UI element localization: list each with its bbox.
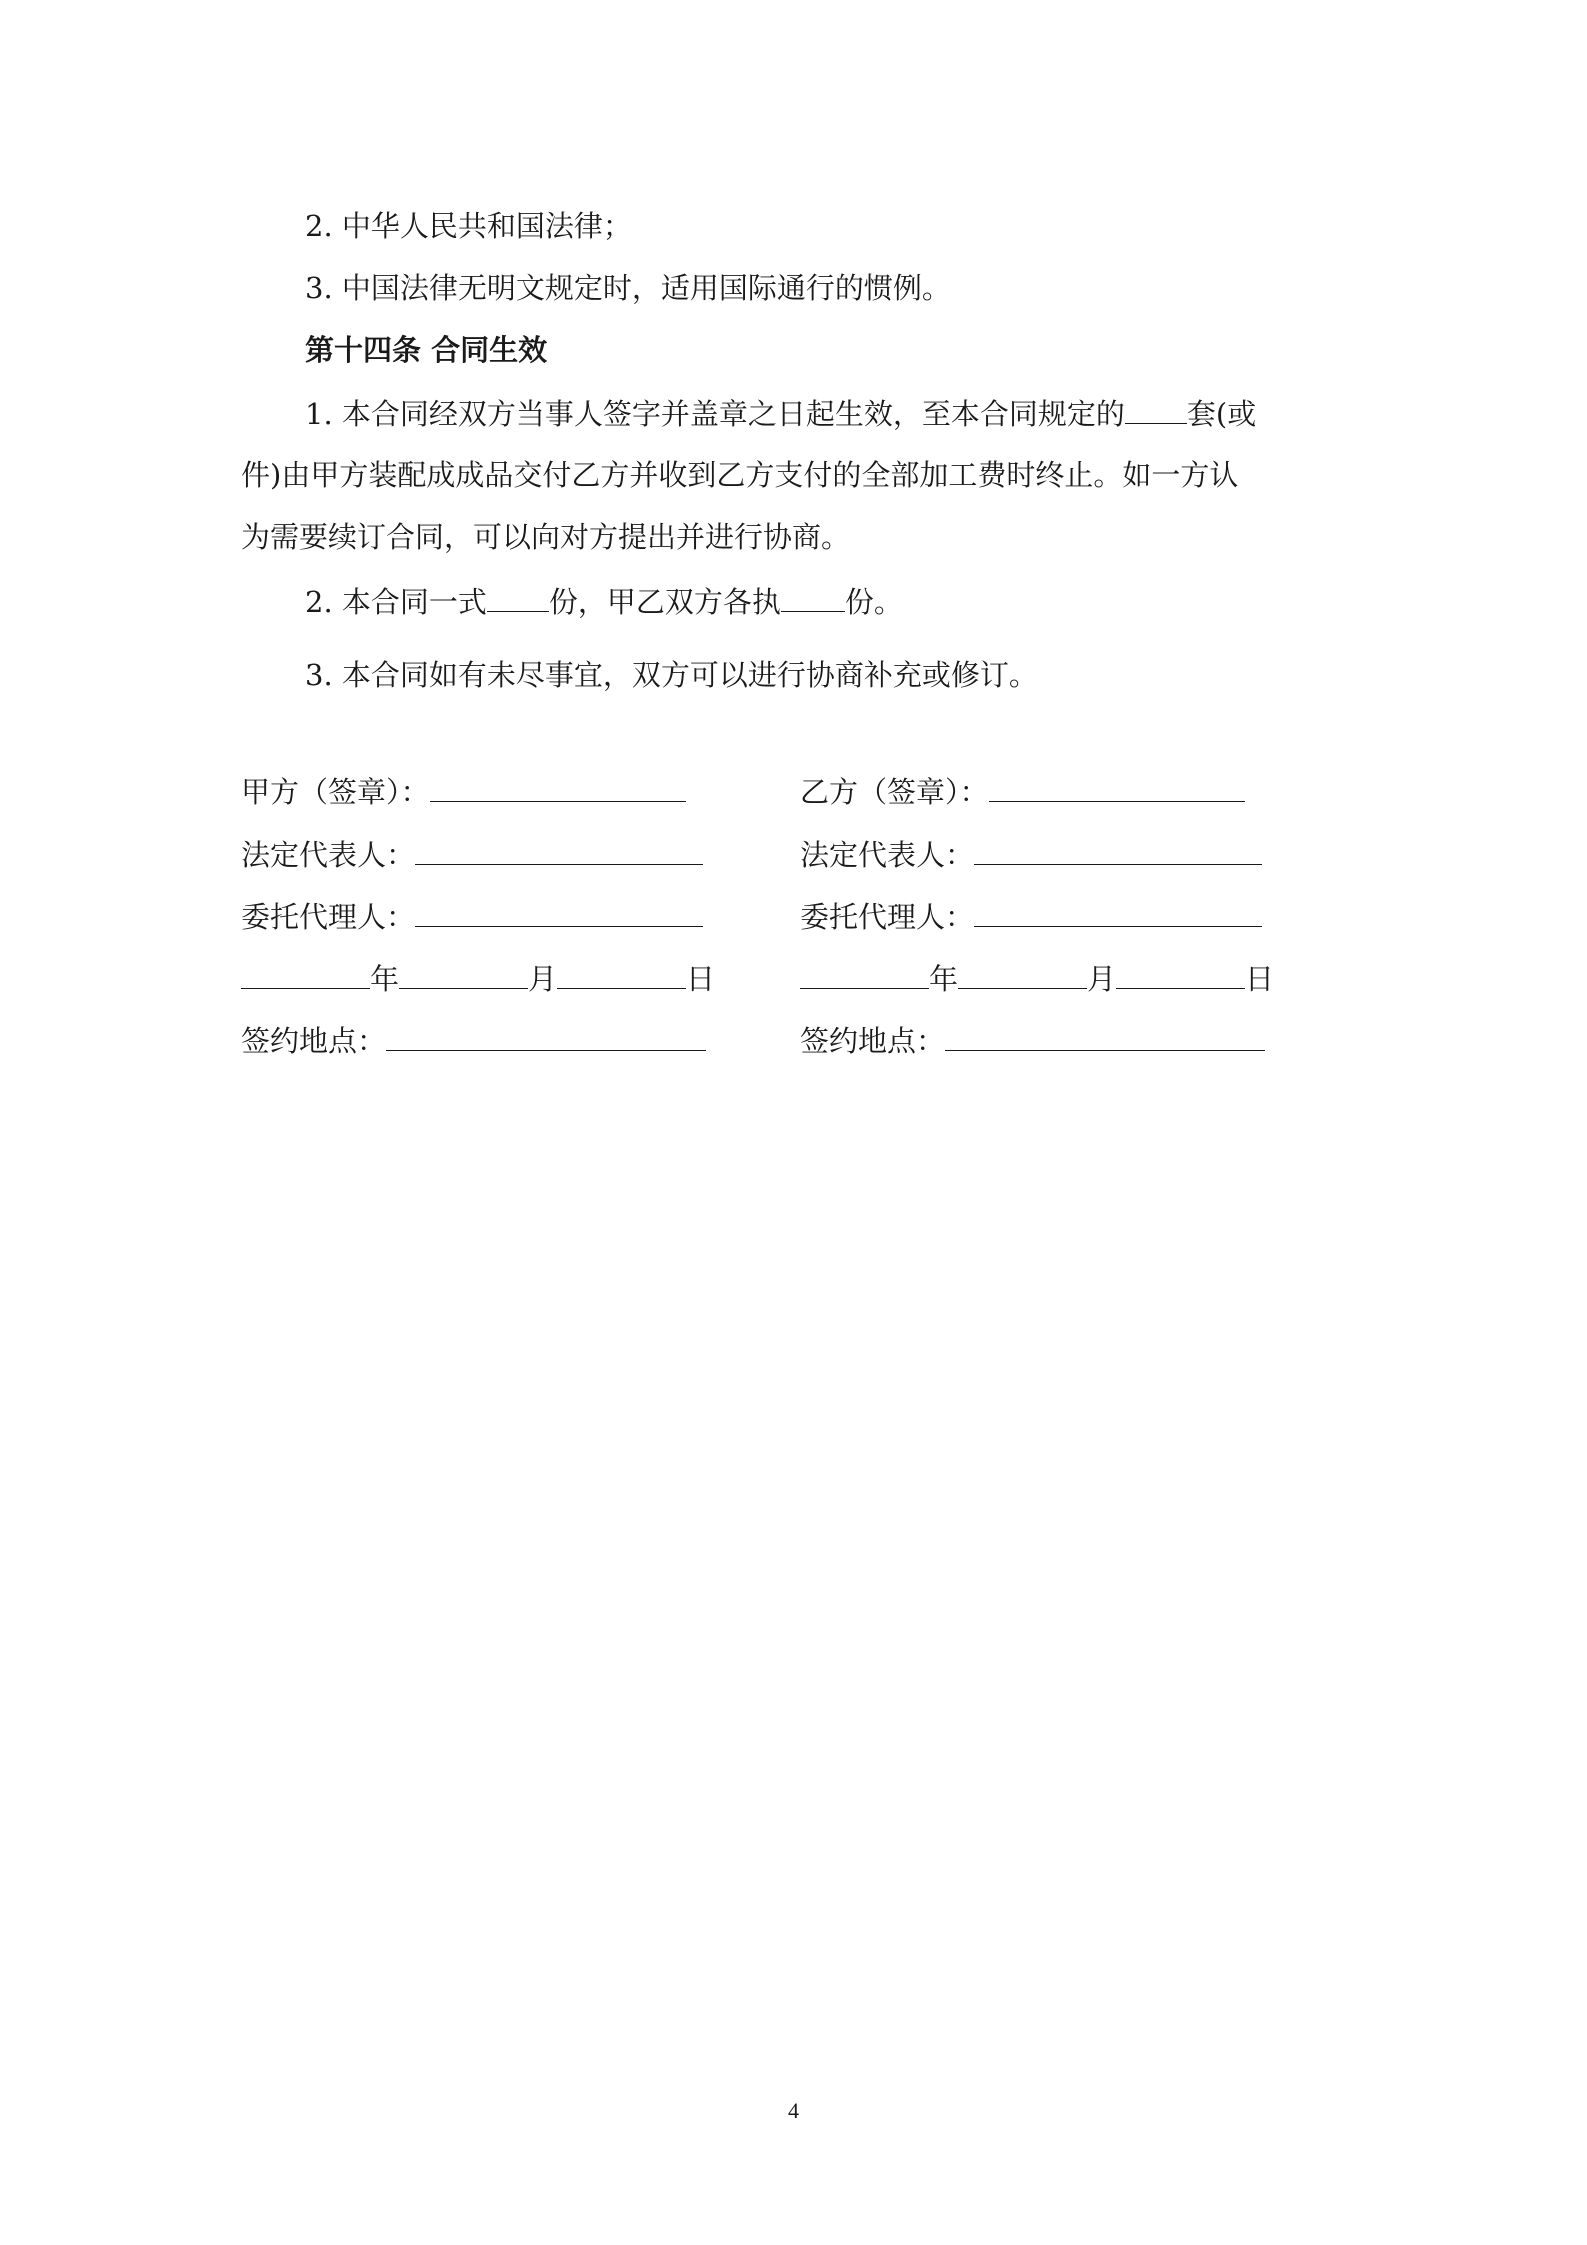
party-b-place-label: 签约地点：	[800, 1024, 946, 1058]
party-b-month-label: 月	[1087, 962, 1117, 996]
party-a-month-field[interactable]	[399, 958, 528, 989]
party-a-month-label: 月	[528, 962, 558, 996]
party-b-legal-rep-label: 法定代表人：	[800, 838, 975, 872]
party-a-day-label: 日	[686, 962, 716, 996]
party-b-agent-label: 委托代理人：	[800, 900, 975, 934]
article-14-heading: 第十四条 合同生效	[305, 333, 548, 367]
party-b-year-field[interactable]	[800, 958, 929, 989]
party-a-day-field[interactable]	[557, 958, 686, 989]
para-2-text-2: 份，甲乙双方各执	[548, 585, 781, 619]
para-1-text-after-blank: 套(或	[1186, 397, 1257, 431]
sets-count-blank	[1125, 393, 1187, 424]
article-14-para-1-line-1	[305, 393, 1256, 434]
article-14-para-2	[305, 581, 903, 622]
party-a-place-label: 签约地点：	[241, 1024, 387, 1058]
party-b-seal-field[interactable]	[989, 771, 1245, 802]
party-a-legal-rep-label: 法定代表人：	[241, 838, 416, 872]
party-b-legal-rep-field[interactable]	[974, 834, 1262, 865]
clause-13-item-2: 2. 中华人民共和国法律；	[305, 209, 632, 243]
party-a-year-label: 年	[370, 962, 400, 996]
party-b-day-label: 日	[1245, 962, 1275, 996]
party-a-legal-rep-field[interactable]	[415, 834, 703, 865]
para-2-text-1: 2. 本合同一式	[305, 585, 487, 619]
party-b-year-label: 年	[929, 962, 959, 996]
party-b-label: 乙方（签章）：	[800, 775, 989, 809]
party-a-agent-label: 委托代理人：	[241, 900, 416, 934]
party-b-agent-field[interactable]	[974, 896, 1262, 927]
article-14-para-1-line-3: 为需要续订合同，可以向对方提出并进行协商。	[241, 520, 851, 554]
para-1-text-before-blank: 1. 本合同经双方当事人签字并盖章之日起生效，至本合同规定的	[305, 397, 1125, 431]
party-b-legal-rep-row	[800, 834, 1262, 875]
article-14-para-3: 3. 本合同如有未尽事宜，双方可以进行协商补充或修订。	[305, 658, 1038, 692]
article-14-para-1-line-2: 件)由甲方装配成成品交付乙方并收到乙方支付的全部加工费时终止。如一方认	[241, 458, 1239, 492]
party-a-seal-field[interactable]	[430, 771, 686, 802]
party-b-day-field[interactable]	[1116, 958, 1245, 989]
party-b-agent-row	[800, 896, 1262, 937]
party-a-agent-row	[241, 896, 703, 937]
party-b-place-field[interactable]	[945, 1020, 1265, 1051]
party-a-seal-row	[241, 771, 686, 812]
copies-each-blank	[781, 581, 845, 612]
copies-total-blank	[487, 581, 549, 612]
party-a-agent-field[interactable]	[415, 896, 703, 927]
party-a-place-row	[241, 1020, 706, 1061]
party-a-legal-rep-row	[241, 834, 703, 875]
clause-13-item-3: 3. 中国法律无明文规定时，适用国际通行的惯例。	[305, 271, 951, 305]
party-b-month-field[interactable]	[958, 958, 1087, 989]
party-a-date-row	[241, 958, 715, 999]
para-2-text-3: 份。	[844, 585, 903, 619]
party-a-label: 甲方（签章）：	[241, 775, 430, 809]
party-b-seal-row	[800, 771, 1245, 812]
party-b-place-row	[800, 1020, 1265, 1061]
party-a-year-field[interactable]	[241, 958, 370, 989]
page-number: 4	[788, 2098, 799, 2123]
party-b-date-row	[800, 958, 1274, 999]
party-a-place-field[interactable]	[386, 1020, 706, 1051]
